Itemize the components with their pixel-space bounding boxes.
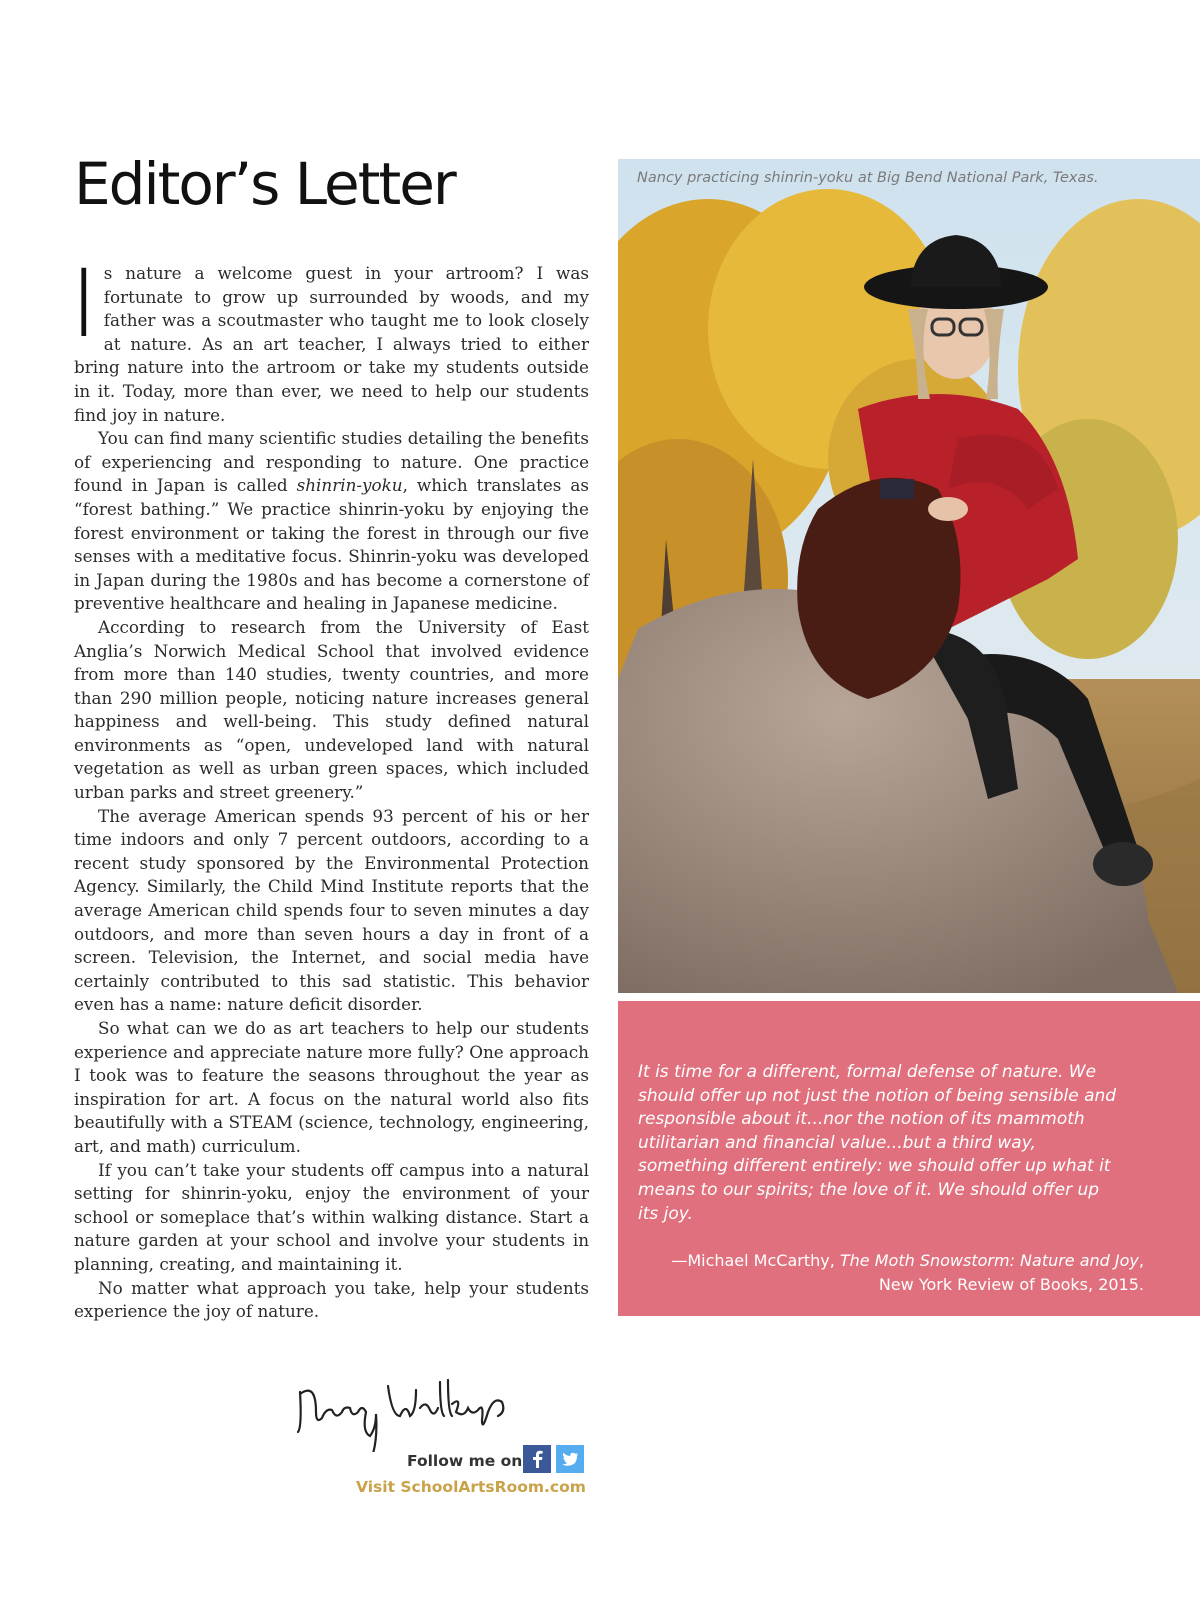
hero-photo: [618, 159, 1200, 993]
follow-me-label: Follow me on: [407, 1452, 523, 1470]
pull-quote-text: It is time for a different, formal defense of nature. We should offer up not just the notion of being sensible and responsible about it...nor the notion of its mammoth utilitarian and financial value...but a third way, something different entirely: we should offer up what it means to our spirits; the love of it. We should offer up its joy.: [638, 1062, 1117, 1224]
attribution-author: —Michael McCarthy,: [671, 1251, 840, 1270]
paragraph-text: , which translates as “forest bathing.” We practice shinrin-yoku by enjoying the forest environment or taking the forest in through our five senses with a meditative focus. Shinrin-yoku was developed in Japan during the 1980s and has become a cornerstone of preventive healthcare and healing in Japanese medicine.: [74, 475, 589, 614]
article-paragraph: According to research from the University of East Anglia’s Norwich Medical School that involved evidence from more than 140 studies, twenty countries, and more than 290 million people, noticing nature increases general happiness and well-being. This study defined natural environments as “open, undeveloped land with natural vegetation as well as urban green spaces, which included urban parks and street greenery.”: [74, 616, 589, 803]
attribution-line-1: [671, 1249, 1144, 1273]
facebook-icon[interactable]: [523, 1445, 551, 1473]
article-paragraph: If you can’t take your students off campus into a natural setting for shinrin-yoku, enjoy the environment of your school or someplace that’s within walking distance. Start a nature garden at your school and involve your students in planning, creating, and maintaining it.: [74, 1159, 589, 1274]
paragraph-text: You can find many scientific studies detailing the benefits of experiencing and responding to nature. One practice found in Japan is called: [74, 428, 589, 496]
paragraph-text: s nature a welcome guest in your artroom? I was fortunate to grow up surrounded by woods, and my father was a scoutmaster who taught me to look closely at nature. As an art teacher, I always tried to either bring nature into the artroom or take my students outside in it. Today, more than ever, we need to help our students find joy in nature.: [74, 263, 589, 425]
visit-website-link[interactable]: Visit SchoolArtsRoom.com: [356, 1478, 586, 1496]
italic-term: shinrin-yoku: [296, 475, 403, 496]
article-paragraph: So what can we do as art teachers to help our students experience and appreciate nature more fully? One approach I took was to feature the seasons throughout the year as inspiration for art. A focus on the natural world also fits beautifully with a STEAM (science, technology, engineering, art, and math) curriculum.: [74, 1018, 589, 1156]
twitter-icon[interactable]: [556, 1445, 584, 1473]
attribution-book-title: The Moth Snowstorm: Nature and Joy: [839, 1251, 1139, 1270]
pull-quote-attribution: [671, 1249, 1144, 1297]
signature-graphic: [292, 1372, 532, 1452]
drop-cap: I: [70, 250, 98, 359]
attribution-line-2: New York Review of Books, 2015.: [878, 1275, 1144, 1294]
photo-illustration: [618, 159, 1200, 993]
pull-quote-box: [618, 1001, 1200, 1316]
page-title: Editor’s Letter: [74, 150, 455, 218]
article-body: [70, 250, 589, 1324]
article-paragraph: [70, 250, 589, 427]
article-paragraph: [74, 427, 589, 616]
article-paragraph: The average American spends 93 percent of his or her time indoors and only 7 percent outdoors, according to a recent study sponsored by the Environmental Protection Agency. Similarly, the Child Mind Institute reports that the average American child spends four to seven minutes a day outdoors, and more than seven hours a day in front of a screen. Television, the Internet, and social media have certainly contributed to this sad statistic. This behavior even has a name: nature deficit disorder.: [74, 805, 589, 1015]
attribution-punctuation: ,: [1138, 1251, 1144, 1270]
article-paragraph: No matter what approach you take, help your students experience the joy of nature.: [74, 1277, 589, 1322]
signature: [292, 1372, 532, 1456]
photo-caption: Nancy practicing shinrin-yoku at Big Bend National Park, Texas.: [637, 170, 1099, 186]
